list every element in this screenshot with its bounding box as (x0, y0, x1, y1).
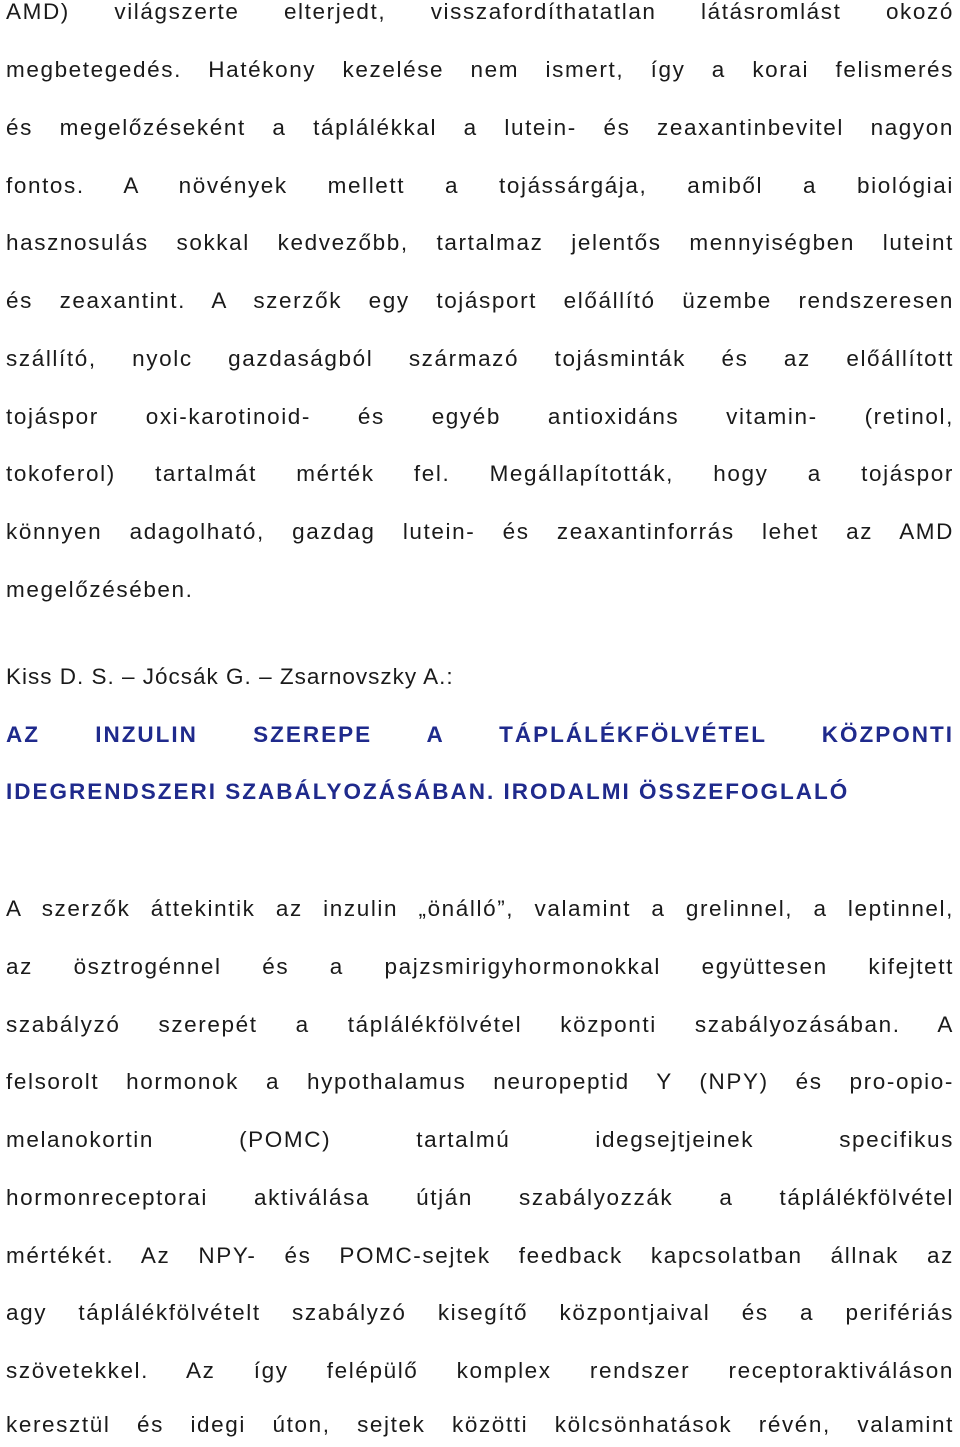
text-line: felsorolt hormonok a hypothalamus neuropeptid Y (NPY) és pro-opio- (6, 1069, 954, 1094)
article-authors: Kiss D. S. – Jócsák G. – Zsarnovszky A.: (6, 664, 454, 689)
text-line: megelőzésében. (6, 577, 194, 602)
text-line: és zeaxantint. A szerzők egy tojásport előállító üzembe rendszeresen (6, 288, 954, 313)
text-line: szállító, nyolc gazdaságból származó tojásminták és az előállított (6, 346, 954, 371)
text-line: keresztül és idegi úton, sejtek közötti kölcsönhatások révén, valamint (6, 1412, 954, 1437)
title-line: AZ INZULIN SZEREPE A TÁPLÁLÉKFÖLVÉTEL KÖZPONTI (6, 722, 954, 747)
text-line: tokoferol) tartalmát mérték fel. Megállapították, hogy a tojáspor (6, 461, 954, 486)
text-line: hasznosulás sokkal kedvezőbb, tartalmaz jelentős mennyiségben luteint (6, 230, 954, 255)
text-line: szabályzó szerepét a táplálékfölvétel központi szabályozásában. A (6, 1012, 954, 1037)
text-line: agy táplálékfölvételt szabályzó kisegítő központjaival és a perifériás (6, 1300, 954, 1325)
text-line: A szerzők áttekintik az inzulin „önálló”, valamint a grelinnel, a leptinnel, (6, 896, 954, 921)
text-line: megbetegedés. Hatékony kezelése nem ismert, így a korai felismerés (6, 57, 954, 82)
text-line: tojáspor oxi-karotinoid- és egyéb antioxidáns vitamin- (retinol, (6, 404, 954, 429)
text-line: könnyen adagolható, gazdag lutein- és zeaxantinforrás lehet az AMD (6, 519, 954, 544)
text-line: mértékét. Az NPY- és POMC-sejtek feedback kapcsolatban állnak az (6, 1243, 954, 1268)
text-line: melanokortin (POMC) tartalmú idegsejtjeinek specifikus (6, 1127, 954, 1152)
text-line: és megelőzéseként a táplálékkal a lutein- és zeaxantinbevitel nagyon (6, 115, 954, 140)
text-line: fontos. A növények mellett a tojássárgája, amiből a biológiai (6, 173, 954, 198)
text-line: szövetekkel. Az így felépülő komplex rendszer receptoraktiváláson (6, 1358, 954, 1383)
text-line: hormonreceptorai aktiválása útján szabályozzák a táplálékfölvétel (6, 1185, 954, 1210)
text-line: az ösztrogénnel és a pajzsmirigyhormonokkal együttesen kifejtett (6, 954, 954, 979)
title-line: IDEGRENDSZERI SZABÁLYOZÁSÁBAN. IRODALMI ÖSSZEFOGLALÓ (6, 779, 850, 804)
text-line: AMD) világszerte elterjedt, visszafordíthatatlan látásromlást okozó (6, 0, 954, 24)
